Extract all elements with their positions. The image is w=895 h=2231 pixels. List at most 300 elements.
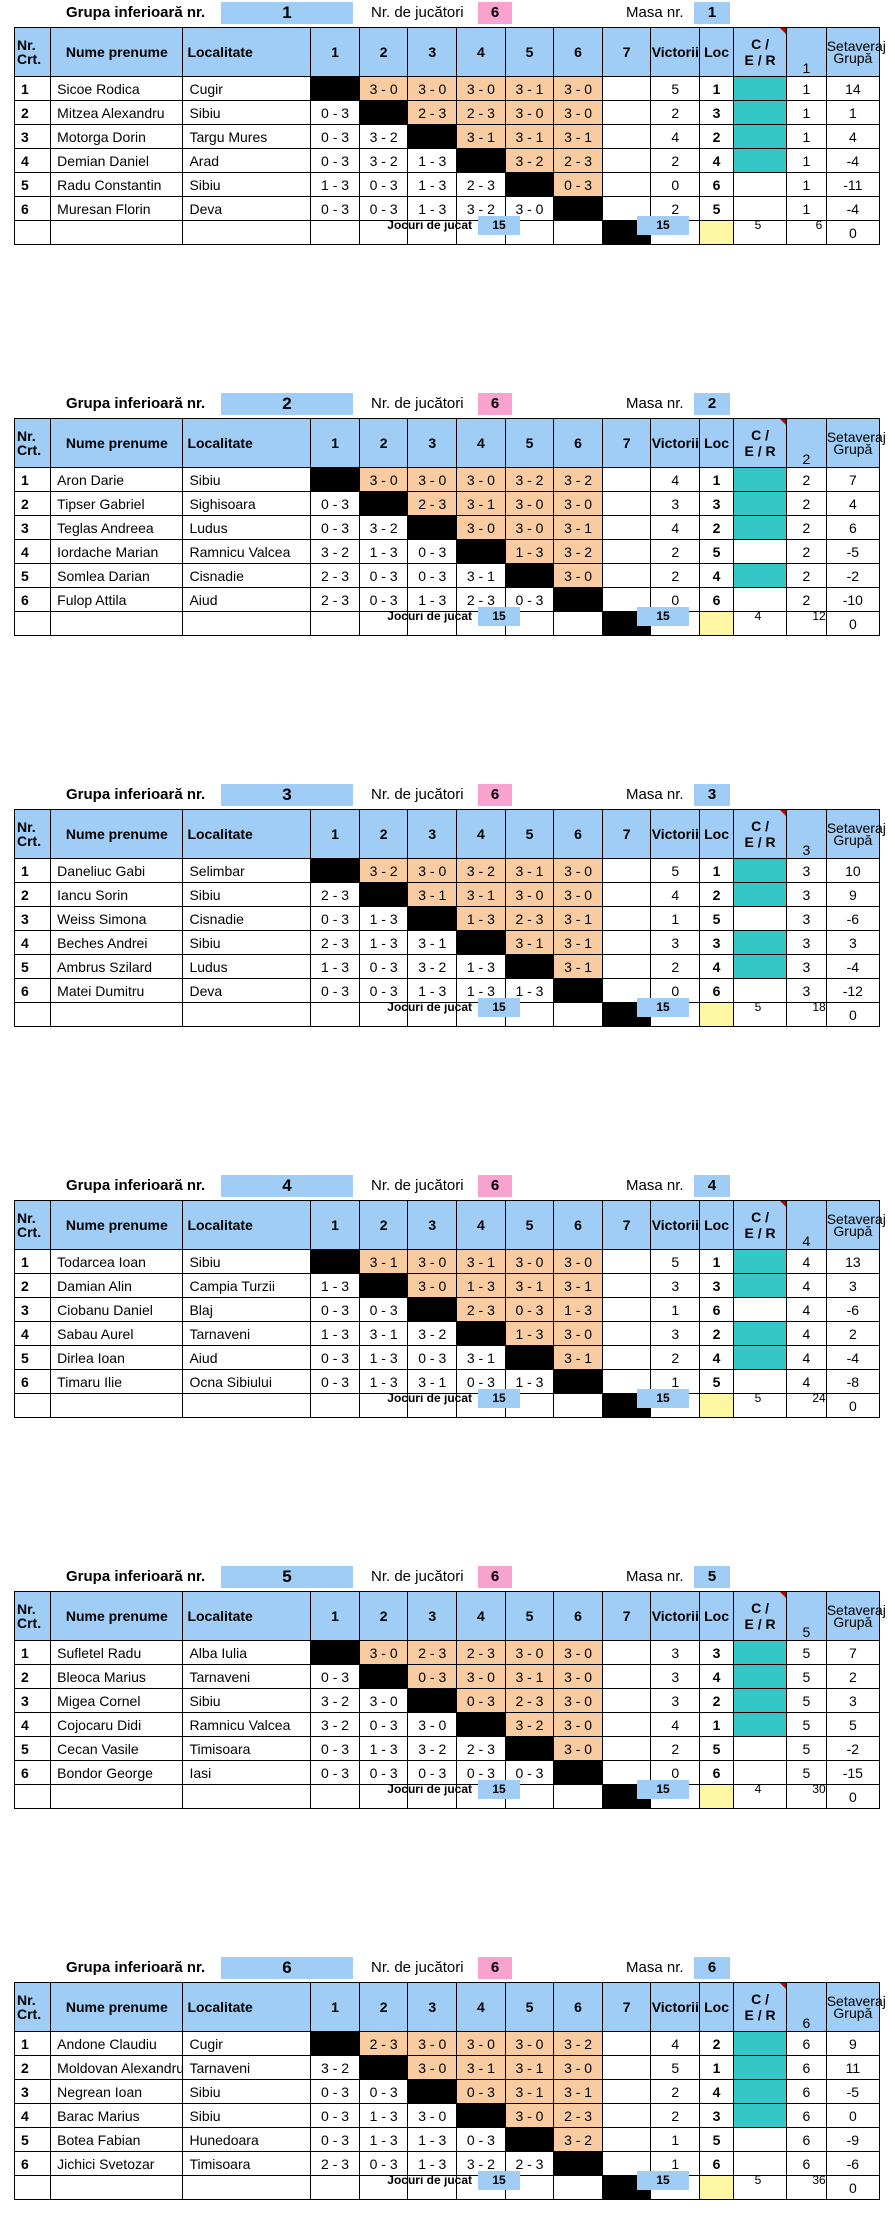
score-cell: 0 - 3	[311, 2104, 360, 2128]
col-setaveraj-header: Setaveraj Grupă	[826, 1983, 879, 2032]
wins-count: 0	[651, 1761, 700, 1785]
score-cell: 0 - 3	[311, 907, 360, 931]
setaveraj-value: -15	[826, 1761, 879, 1785]
score-cell: 2 - 3	[457, 173, 506, 197]
col-opponent-header: 4	[457, 419, 506, 468]
group-1	[14, 0, 886, 250]
player-name: Sufletel Radu	[51, 1641, 183, 1665]
table-row	[15, 564, 880, 588]
player-name: Beches Andrei	[51, 931, 183, 955]
players-count: 6	[478, 1957, 512, 1979]
col-opponent-header: 6	[554, 419, 603, 468]
score-cell: 3 - 2	[408, 955, 457, 979]
score-cell	[602, 1322, 651, 1346]
row-number: 4	[15, 149, 51, 173]
table-row	[15, 540, 880, 564]
setaveraj-value: 14	[826, 77, 879, 101]
score-cell	[457, 931, 506, 955]
score-cell	[359, 883, 408, 907]
score-cell: 0 - 3	[359, 979, 408, 1003]
footer-value-2: 12	[812, 609, 826, 623]
score-cell	[359, 1274, 408, 1298]
score-cell	[359, 2056, 408, 2080]
score-cell: 3 - 0	[457, 516, 506, 540]
group-number-cell: 3	[787, 931, 827, 955]
score-cell: 3 - 1	[359, 1250, 408, 1274]
score-cell	[602, 516, 651, 540]
player-city: Timisoara	[183, 1737, 311, 1761]
group-footer	[14, 1388, 880, 1410]
col-cer-header: C / E / R	[734, 419, 787, 468]
group-6	[14, 1955, 886, 2205]
group-number-cell: 2	[787, 516, 827, 540]
group-header	[14, 1173, 880, 1199]
score-cell: 3 - 1	[554, 2080, 603, 2104]
score-cell: 3 - 2	[505, 468, 554, 492]
score-cell	[359, 101, 408, 125]
group-number-cell: 6	[787, 2080, 827, 2104]
row-number: 6	[15, 2152, 51, 2176]
setaveraj-value: -10	[826, 588, 879, 612]
col-name-header: Nume prenume	[51, 1983, 183, 2032]
score-cell: 3 - 2	[359, 516, 408, 540]
col-opponent-header: 3	[408, 28, 457, 77]
score-cell	[602, 1713, 651, 1737]
player-city: Cugir	[183, 2032, 311, 2056]
player-city: Sibiu	[183, 2104, 311, 2128]
setaveraj-value: 4	[826, 125, 879, 149]
score-cell: 3 - 0	[554, 2056, 603, 2080]
setaveraj-value: 10	[826, 859, 879, 883]
group-2	[14, 391, 886, 641]
score-cell: 0 - 3	[457, 1689, 506, 1713]
score-cell: 0 - 3	[359, 1298, 408, 1322]
group-header	[14, 1955, 880, 1981]
wins-count: 2	[651, 955, 700, 979]
score-cell	[359, 492, 408, 516]
players-count: 6	[478, 1175, 512, 1197]
col-group-number-header: 6	[787, 1983, 827, 2032]
row-number: 4	[15, 1713, 51, 1737]
row-number: 4	[15, 931, 51, 955]
player-name: Sabau Aurel	[51, 1322, 183, 1346]
score-cell: 3 - 1	[457, 1346, 506, 1370]
setaveraj-value: 6	[826, 516, 879, 540]
setaveraj-value: -11	[826, 173, 879, 197]
score-cell: 1 - 3	[311, 1274, 360, 1298]
table-row	[15, 492, 880, 516]
score-cell: 3 - 0	[408, 2032, 457, 2056]
score-cell: 1 - 3	[311, 173, 360, 197]
setaveraj-value: -2	[826, 564, 879, 588]
score-cell	[457, 1322, 506, 1346]
group-number-cell: 2	[787, 564, 827, 588]
score-cell: 2 - 3	[311, 931, 360, 955]
group-number-cell: 2	[787, 492, 827, 516]
players-label: Nr. de jucători	[371, 1959, 464, 1976]
place-rank: 2	[700, 2032, 734, 2056]
cer-status-cell	[734, 1346, 787, 1370]
score-cell: 3 - 0	[359, 1689, 408, 1713]
setaveraj-value: 13	[826, 1250, 879, 1274]
place-rank: 3	[700, 1641, 734, 1665]
wins-count: 2	[651, 2104, 700, 2128]
cer-status-cell	[734, 492, 787, 516]
games-to-play-count: 15	[478, 607, 520, 626]
group-header	[14, 391, 880, 417]
group-number-cell: 5	[787, 1713, 827, 1737]
score-cell: 3 - 1	[457, 1250, 506, 1274]
score-cell: 3 - 2	[457, 859, 506, 883]
wins-count: 1	[651, 907, 700, 931]
score-cell	[602, 1346, 651, 1370]
setaveraj-value: 2	[826, 1322, 879, 1346]
group-number-cell: 1	[787, 197, 827, 221]
footer-value-2: 18	[812, 1000, 826, 1014]
wins-count: 2	[651, 564, 700, 588]
score-cell: 0 - 3	[359, 1713, 408, 1737]
group-number-cell: 4	[787, 1274, 827, 1298]
group-number: 1	[221, 2, 353, 24]
col-place-header: Loc	[700, 810, 734, 859]
col-opponent-header: 1	[311, 419, 360, 468]
score-cell: 3 - 1	[457, 492, 506, 516]
player-city: Arad	[183, 149, 311, 173]
score-cell	[602, 1274, 651, 1298]
wins-count: 0	[651, 588, 700, 612]
row-number: 6	[15, 197, 51, 221]
group-number-cell: 3	[787, 955, 827, 979]
score-cell	[602, 1250, 651, 1274]
group-header	[14, 0, 880, 26]
group-number-cell: 5	[787, 1641, 827, 1665]
score-cell	[602, 2104, 651, 2128]
player-city: Aiud	[183, 1346, 311, 1370]
score-cell: 1 - 3	[408, 588, 457, 612]
player-name: Fulop Attila	[51, 588, 183, 612]
wins-count: 1	[651, 2128, 700, 2152]
col-opponent-header: 5	[505, 28, 554, 77]
score-cell: 3 - 1	[505, 1274, 554, 1298]
score-cell	[408, 2080, 457, 2104]
col-opponent-header: 4	[457, 1983, 506, 2032]
table-row	[15, 883, 880, 907]
score-cell	[602, 101, 651, 125]
col-nr-header: Nr. Crt.	[15, 1201, 51, 1250]
score-cell: 2 - 3	[311, 564, 360, 588]
wins-count: 4	[651, 125, 700, 149]
wins-count: 4	[651, 516, 700, 540]
cer-status-cell	[734, 1641, 787, 1665]
score-cell	[457, 540, 506, 564]
score-cell: 3 - 0	[505, 2104, 554, 2128]
col-place-header: Loc	[700, 1201, 734, 1250]
row-number: 3	[15, 2080, 51, 2104]
col-city-header: Localitate	[183, 28, 311, 77]
wins-count: 3	[651, 1322, 700, 1346]
score-cell: 3 - 1	[408, 931, 457, 955]
place-rank: 1	[700, 1713, 734, 1737]
group-number: 3	[221, 784, 353, 806]
wins-count: 5	[651, 77, 700, 101]
group-number: 4	[221, 1175, 353, 1197]
col-wins-header: Victorii	[651, 419, 700, 468]
setaveraj-value: 9	[826, 883, 879, 907]
player-name: Radu Constantin	[51, 173, 183, 197]
table-header-row	[15, 810, 880, 859]
col-opponent-header: 6	[554, 28, 603, 77]
player-name: Sicoe Rodica	[51, 77, 183, 101]
score-cell: 3 - 0	[554, 1689, 603, 1713]
player-city: Cisnadie	[183, 907, 311, 931]
setaveraj-value: 0	[826, 1394, 879, 1418]
group-number-cell: 3	[787, 883, 827, 907]
score-cell: 0 - 3	[457, 2080, 506, 2104]
wins-count: 0	[651, 173, 700, 197]
group-table	[14, 1982, 886, 2200]
row-number: 4	[15, 2104, 51, 2128]
score-cell: 0 - 3	[505, 1298, 554, 1322]
score-cell: 3 - 0	[554, 1737, 603, 1761]
score-cell	[311, 1641, 360, 1665]
wins-count: 3	[651, 492, 700, 516]
col-opponent-header: 1	[311, 1983, 360, 2032]
row-number: 5	[15, 173, 51, 197]
setaveraj-value: 2	[826, 1665, 879, 1689]
place-rank: 2	[700, 1322, 734, 1346]
score-cell: 3 - 0	[554, 492, 603, 516]
setaveraj-value: 0	[826, 612, 879, 636]
col-opponent-header: 7	[602, 1201, 651, 1250]
table-label: Masa nr.	[626, 395, 684, 412]
score-cell	[602, 564, 651, 588]
col-setaveraj-header: Setaveraj Grupă	[826, 28, 879, 77]
player-city: Hunedoara	[183, 2128, 311, 2152]
col-opponent-header: 2	[359, 1592, 408, 1641]
wins-count: 1	[651, 1298, 700, 1322]
group-number-cell: 4	[787, 1298, 827, 1322]
players-label: Nr. de jucători	[371, 786, 464, 803]
group-label: Grupa inferioară nr.	[66, 1568, 206, 1585]
cer-status-cell	[734, 540, 787, 564]
player-city: Deva	[183, 197, 311, 221]
table-row	[15, 1713, 880, 1737]
col-setaveraj-header: Setaveraj Grupă	[826, 1201, 879, 1250]
score-cell	[602, 859, 651, 883]
place-rank: 2	[700, 516, 734, 540]
wins-count: 3	[651, 1665, 700, 1689]
score-cell: 2 - 3	[408, 101, 457, 125]
col-city-header: Localitate	[183, 1592, 311, 1641]
players-label: Nr. de jucători	[371, 1568, 464, 1585]
col-opponent-header: 1	[311, 810, 360, 859]
score-cell: 0 - 3	[311, 2080, 360, 2104]
player-name: Botea Fabian	[51, 2128, 183, 2152]
score-cell: 2 - 3	[311, 588, 360, 612]
player-city: Tarnaveni	[183, 2056, 311, 2080]
group-label: Grupa inferioară nr.	[66, 4, 206, 21]
table-row	[15, 931, 880, 955]
player-name: Ambrus Szilard	[51, 955, 183, 979]
row-number: 2	[15, 101, 51, 125]
score-cell: 3 - 1	[408, 1370, 457, 1394]
col-opponent-header: 5	[505, 419, 554, 468]
score-cell	[602, 149, 651, 173]
score-cell: 1 - 3	[505, 1370, 554, 1394]
group-4	[14, 1173, 886, 1423]
cer-status-cell	[734, 1737, 787, 1761]
score-cell	[505, 1737, 554, 1761]
cer-status-cell	[734, 77, 787, 101]
player-city: Sibiu	[183, 1250, 311, 1274]
wins-count: 4	[651, 2032, 700, 2056]
players-count: 6	[478, 393, 512, 415]
wins-count: 3	[651, 1689, 700, 1713]
col-wins-header: Victorii	[651, 810, 700, 859]
score-cell: 3 - 1	[457, 125, 506, 149]
col-opponent-header: 2	[359, 28, 408, 77]
table-row	[15, 907, 880, 931]
player-name: Damian Alin	[51, 1274, 183, 1298]
col-nr-header: Nr. Crt.	[15, 1983, 51, 2032]
group-number-cell: 1	[787, 77, 827, 101]
score-cell: 3 - 0	[505, 516, 554, 540]
score-cell: 1 - 3	[505, 979, 554, 1003]
score-cell: 3 - 2	[408, 1322, 457, 1346]
wins-count: 2	[651, 197, 700, 221]
group-table	[14, 809, 886, 1027]
score-cell	[602, 883, 651, 907]
score-cell: 0 - 3	[408, 1761, 457, 1785]
row-number: 5	[15, 1737, 51, 1761]
score-cell: 3 - 0	[457, 468, 506, 492]
row-number: 3	[15, 907, 51, 931]
col-opponent-header: 3	[408, 419, 457, 468]
score-cell: 1 - 3	[359, 1346, 408, 1370]
setaveraj-value: 0	[826, 1003, 879, 1027]
score-cell: 3 - 0	[457, 1665, 506, 1689]
players-count: 6	[478, 2, 512, 24]
player-name: Cecan Vasile	[51, 1737, 183, 1761]
score-cell	[602, 173, 651, 197]
score-cell: 3 - 1	[505, 2056, 554, 2080]
score-cell: 3 - 2	[505, 1713, 554, 1737]
score-cell: 3 - 0	[505, 883, 554, 907]
table-row	[15, 149, 880, 173]
score-cell	[311, 1250, 360, 1274]
score-cell: 0 - 3	[311, 516, 360, 540]
wins-count: 2	[651, 1737, 700, 1761]
group-number-cell: 3	[787, 907, 827, 931]
wins-count: 3	[651, 931, 700, 955]
row-number: 6	[15, 1761, 51, 1785]
score-cell: 3 - 2	[554, 2032, 603, 2056]
games-to-play-label: Jocuri de jucat	[387, 2173, 472, 2187]
score-cell: 1 - 3	[554, 1298, 603, 1322]
table-label: Masa nr.	[626, 1959, 684, 1976]
score-cell: 0 - 3	[359, 173, 408, 197]
score-cell: 3 - 1	[457, 883, 506, 907]
score-cell: 0 - 3	[311, 149, 360, 173]
score-cell: 1 - 3	[359, 931, 408, 955]
score-cell: 3 - 0	[554, 859, 603, 883]
player-name: Teglas Andreea	[51, 516, 183, 540]
cer-status-cell	[734, 1322, 787, 1346]
col-opponent-header: 1	[311, 1201, 360, 1250]
setaveraj-value: -9	[826, 2128, 879, 2152]
score-cell: 1 - 3	[408, 149, 457, 173]
player-city: Deva	[183, 979, 311, 1003]
group-number-cell: 3	[787, 979, 827, 1003]
place-rank: 5	[700, 1370, 734, 1394]
place-rank: 6	[700, 588, 734, 612]
setaveraj-value: 0	[826, 221, 879, 245]
score-cell: 1 - 3	[359, 540, 408, 564]
score-cell: 0 - 3	[311, 979, 360, 1003]
score-cell: 1 - 3	[359, 2104, 408, 2128]
group-5	[14, 1564, 886, 1814]
wins-count: 2	[651, 1346, 700, 1370]
score-cell: 3 - 0	[359, 77, 408, 101]
score-cell	[457, 1713, 506, 1737]
table-row	[15, 955, 880, 979]
score-cell: 2 - 3	[311, 2152, 360, 2176]
player-name: Mitzea Alexandru	[51, 101, 183, 125]
place-rank: 3	[700, 1274, 734, 1298]
player-city: Selimbar	[183, 859, 311, 883]
cer-status-cell	[734, 1250, 787, 1274]
player-city: Alba Iulia	[183, 1641, 311, 1665]
player-city: Targu Mures	[183, 125, 311, 149]
setaveraj-value: 7	[826, 1641, 879, 1665]
wins-count: 0	[651, 979, 700, 1003]
row-number: 5	[15, 564, 51, 588]
col-opponent-header: 4	[457, 1592, 506, 1641]
col-opponent-header: 2	[359, 1983, 408, 2032]
cer-status-cell	[734, 1298, 787, 1322]
score-cell	[602, 1665, 651, 1689]
score-cell: 2 - 3	[554, 2104, 603, 2128]
table-row	[15, 1274, 880, 1298]
score-cell: 3 - 0	[505, 101, 554, 125]
score-cell: 3 - 1	[554, 1346, 603, 1370]
score-cell	[602, 1298, 651, 1322]
group-number-cell: 6	[787, 2104, 827, 2128]
player-name: Iordache Marian	[51, 540, 183, 564]
cer-status-cell	[734, 2104, 787, 2128]
setaveraj-value: 1	[826, 101, 879, 125]
score-cell: 0 - 3	[457, 1761, 506, 1785]
score-cell: 3 - 1	[505, 125, 554, 149]
footer-value-2: 6	[815, 218, 823, 232]
row-number: 1	[15, 859, 51, 883]
place-rank: 4	[700, 149, 734, 173]
table-row	[15, 173, 880, 197]
footer-value-1: 4	[754, 609, 762, 623]
score-cell: 3 - 0	[505, 197, 554, 221]
group-footer	[14, 606, 880, 628]
col-opponent-header: 2	[359, 419, 408, 468]
place-rank: 1	[700, 2056, 734, 2080]
table-number: 4	[694, 1175, 730, 1197]
score-cell	[602, 125, 651, 149]
col-opponent-header: 7	[602, 810, 651, 859]
score-cell	[457, 149, 506, 173]
table-row	[15, 2032, 880, 2056]
score-cell: 0 - 3	[311, 2128, 360, 2152]
place-rank: 3	[700, 101, 734, 125]
players-label: Nr. de jucători	[371, 395, 464, 412]
